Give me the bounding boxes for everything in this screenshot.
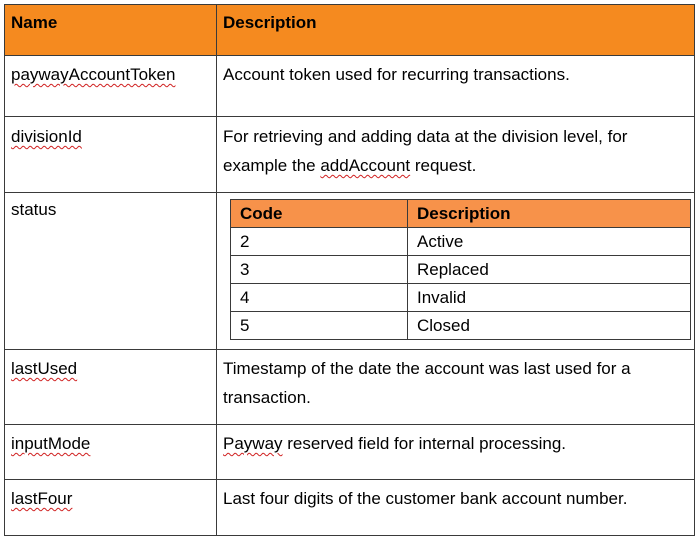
field-description: Last four digits of the customer bank account number. xyxy=(217,480,695,536)
status-row xyxy=(231,256,691,284)
field-name: lastUsed xyxy=(11,359,78,378)
table-row xyxy=(5,480,695,536)
field-description: Timestamp of the date the account was last used for a transaction. xyxy=(217,350,695,425)
field-description: Account token used for recurring transactions. xyxy=(217,56,695,117)
description-code: addAccount xyxy=(320,156,411,175)
table-row xyxy=(5,350,695,425)
header-row xyxy=(5,5,695,56)
status-row xyxy=(231,312,691,340)
name-column-header: Name xyxy=(5,5,217,56)
field-name: status xyxy=(11,200,57,219)
status-code: 3 xyxy=(231,256,408,284)
status-description-column-header: Description xyxy=(408,200,691,228)
field-name: inputMode xyxy=(11,434,91,453)
field-description xyxy=(217,193,695,350)
description-column-header: Description xyxy=(217,5,695,56)
description-text: request. xyxy=(410,156,477,175)
status-description: Closed xyxy=(408,312,691,340)
field-name-cell xyxy=(5,117,217,193)
field-name-cell xyxy=(5,350,217,425)
status-row xyxy=(231,284,691,312)
field-table xyxy=(4,4,695,536)
field-description xyxy=(217,117,695,193)
status-row xyxy=(231,228,691,256)
status-description: Active xyxy=(408,228,691,256)
status-description: Replaced xyxy=(408,256,691,284)
status-header-row xyxy=(231,200,691,228)
status-code: 4 xyxy=(231,284,408,312)
field-name: divisionId xyxy=(11,127,82,146)
field-name: paywayAccountToken xyxy=(11,65,176,84)
field-name-cell xyxy=(5,425,217,480)
table-row xyxy=(5,56,695,117)
status-code: 2 xyxy=(231,228,408,256)
field-name: lastFour xyxy=(11,489,73,508)
status-description: Invalid xyxy=(408,284,691,312)
description-text: reserved field for internal processing. xyxy=(282,434,567,453)
table-row xyxy=(5,117,695,193)
table-row xyxy=(5,193,695,350)
description-brand-word: Payway xyxy=(223,434,283,453)
field-name-cell xyxy=(5,56,217,117)
field-name-cell xyxy=(5,193,217,350)
status-code-table xyxy=(230,199,691,340)
field-description xyxy=(217,425,695,480)
status-code: 5 xyxy=(231,312,408,340)
field-name-cell xyxy=(5,480,217,536)
code-column-header: Code xyxy=(231,200,408,228)
table-row xyxy=(5,425,695,480)
description-text: For retrieving and adding data at the division level, for example the xyxy=(223,127,628,175)
